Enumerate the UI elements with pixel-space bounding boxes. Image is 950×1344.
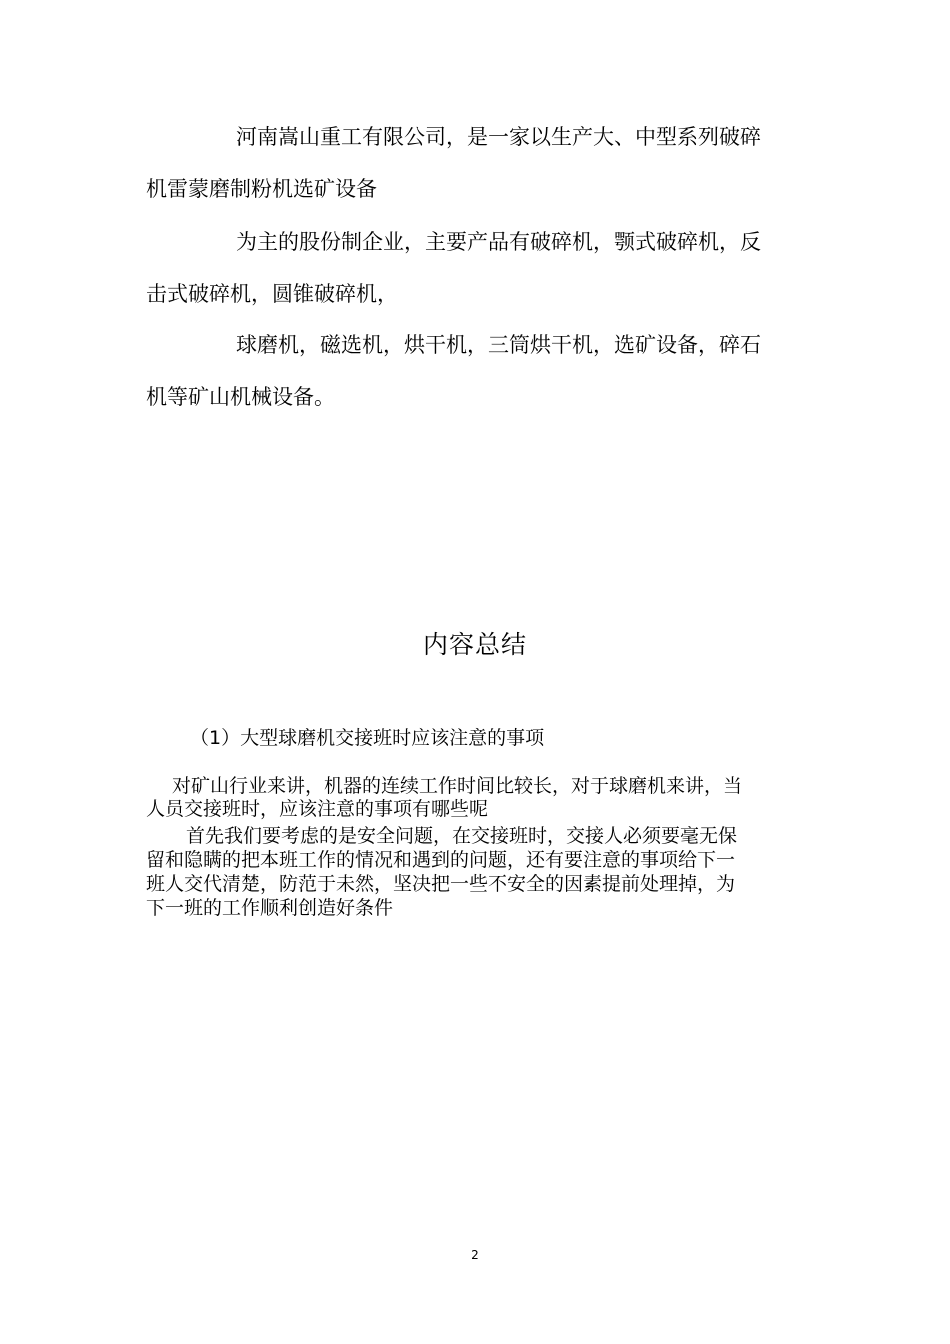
intro-paragraph-2-line-2: 击式破碎机，圆锥破碎机， [146,282,398,306]
summary-body-line-6: 下一班的工作顺利创造好条件 [146,897,394,919]
summary-body-line-5: 班人交代清楚，防范于未然，坚决把一些不安全的因素提前处理掉，为 [146,873,736,895]
intro-paragraph-3-line-2: 机等矿山机械设备。 [146,385,335,409]
summary-body-line-2: 人员交接班时，应该注意的事项有哪些呢 [146,798,489,820]
summary-body-line-4: 留和隐瞒的把本班工作的情况和遇到的问题，还有要注意的事项给下一 [146,849,736,871]
intro-paragraph-1-line-1: 河南嵩山重工有限公司，是一家以生产大、中型系列破碎 [236,125,761,149]
intro-paragraph-2-line-1: 为主的股份制企业，主要产品有破碎机，颚式破碎机，反 [236,230,761,254]
summary-title: 内容总结 [422,630,527,659]
summary-subtitle: （1）大型球磨机交接班时应该注意的事项 [190,727,545,749]
page-number: 2 [471,1248,479,1262]
summary-body-line-1: 对矿山行业来讲，机器的连续工作时间比较长，对于球磨机来讲，当 [172,775,743,797]
intro-paragraph-1-line-2: 机雷蒙磨制粉机选矿设备 [146,177,377,201]
summary-body-line-3: 首先我们要考虑的是安全问题，在交接班时，交接人必须要毫无保 [186,825,738,847]
intro-paragraph-3-line-1: 球磨机，磁选机，烘干机，三筒烘干机，选矿设备，碎石 [236,333,761,357]
